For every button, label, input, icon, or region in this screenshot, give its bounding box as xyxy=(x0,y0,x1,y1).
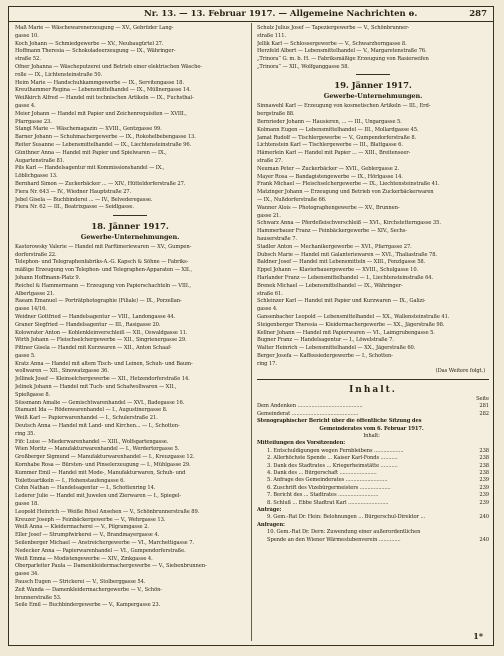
register-entry: gasse 4. xyxy=(257,306,278,313)
toc-page-number: 239 xyxy=(479,477,489,484)
register-entry: Harlander Franz — Lebensmittelhandel — I., Liechtensteinstraße 64. xyxy=(257,274,434,281)
section-date: 19. Jänner 1917. xyxy=(334,81,412,92)
toc-line xyxy=(257,411,489,418)
register-entry: Johann Hoffmann-Platz 9. xyxy=(15,274,81,281)
register-entry: Koch Johann — Schmiedgewerbe — XV., Neubaugürtel 27. xyxy=(15,40,164,47)
register-entry: Wien Moritz — Manufakturwarenhandel — I., Werdertorgasse 5. xyxy=(15,446,180,453)
register-entry: Weiß Anna — Kleidermacherei — V., Pilgramgasse 2. xyxy=(15,524,149,531)
register-entry: gasse 18. xyxy=(15,501,39,508)
register-entry: Kratz Anna — Handel mit altem Tisch- und Leinen, Schuh- und Baum- xyxy=(15,360,193,367)
register-entry: Pfarrgasse 23. xyxy=(15,118,52,125)
separator xyxy=(113,215,147,216)
register-entry: Lichtenstein Karl — Tischlergewerbe — III., Blattgasse 6. xyxy=(257,142,403,149)
separator xyxy=(356,74,390,75)
register-entry: straße 27. xyxy=(257,157,283,164)
register-entry: Gansenbacher Leopold — Lebensmittelhandel — XX., Wallensteinstraße 41. xyxy=(257,313,450,320)
continuation-note: (Das Weitere folgt.) xyxy=(435,368,485,375)
register-entry: Weidner Gottfried — Handelsagentur — VIII., Landongasse 44. xyxy=(15,313,176,320)
register-entry: Bernrieder Johann — Hausieren, ... — III., Ungargasse 5. xyxy=(257,118,402,125)
toc-entry-text: 4. Dank des ... Bürgerschaft ........................ xyxy=(267,469,377,476)
register-entry: Zeit Wanda — Damenkleidermachergewerbe — V., Schön- xyxy=(15,586,163,593)
register-entry: Brenek Michael — Lebensmittelhandel — IX., Währinger- xyxy=(257,282,403,289)
register-entry: „Trinora“ — XII., Wolfganggasse 58. xyxy=(257,63,349,70)
register-entry: Pils Karl — Handelsagentur mit Kommissionshandel — IX., xyxy=(15,165,165,172)
register-entry: Kastorowsky Valerie — Handel mit Parfümeriewaren — XV., Gumpen- xyxy=(15,243,192,250)
entry-list-mid xyxy=(15,244,245,610)
register-entry: Jellik Karl — Schlossergewerbe — V., Schwarzhorngasse 8. xyxy=(257,40,407,47)
toc-line xyxy=(257,537,489,544)
register-entry: brunnerstraße 53. xyxy=(15,594,62,601)
toc-line xyxy=(257,514,489,521)
register-entry: Fiera Nr. 643 — IV., Wiedner Hauptstraße 27. xyxy=(15,188,132,195)
toc-line xyxy=(257,485,489,492)
toc-page-number: 240 xyxy=(479,514,489,521)
register-entry: Kornhabe Rosa — Bürsten- und Pinselerzeugung — I., Mühlgasse 29. xyxy=(15,462,191,469)
register-entry: Graner Siegfried — Handelsagentur — III., Rasigasse 20. xyxy=(15,321,161,328)
toc-line xyxy=(257,455,489,462)
register-entry: gasse 4. xyxy=(15,102,36,109)
toc-rule xyxy=(257,379,489,380)
register-entry: Diamant Ida — Rödenwarenhandel — I., Augustinergasse 8. xyxy=(15,407,168,414)
toc-page-number: 282 xyxy=(479,410,489,417)
document-page xyxy=(8,6,494,646)
toc-title: Inhalt. xyxy=(349,384,397,395)
toc-line xyxy=(257,463,489,470)
section-date: 18. Jänner 1917. xyxy=(91,221,169,232)
register-entry: Weiß Emma — Modistengewerbe — XIV., Zinkgasse 4. xyxy=(15,555,153,562)
toc-entry-text: Stenographischer Bericht über die öffentliche Sitzung des xyxy=(257,418,422,425)
entry-list-right-mid xyxy=(257,103,489,368)
toc-line xyxy=(257,440,489,447)
register-entry: wollwaren — XII., Sinowatzgasse 36. xyxy=(15,368,109,375)
register-entry: Fiera Nr. 62 — III., Beatrixgasse — Seidlgasse. xyxy=(15,204,134,211)
toc-entry-text: 1. Entschuldigungen wegen Fernbleibens ................... xyxy=(267,447,404,454)
register-entry: Oberparleiter Paula — Damenkleidermachergewerbe — V., Siebenbrunnen- xyxy=(15,563,207,570)
toc-line xyxy=(257,492,489,499)
toc-line xyxy=(257,418,489,425)
register-entry: Weißkirch Alfred — Handel mit technischen Artikeln — IX., Fuchsthal- xyxy=(15,95,194,102)
register-entry: Neuman Peter — Zuckerbäcker — XVII., Geblergasse 2. xyxy=(257,165,399,172)
toc-entry-text: Gemeinderates vom 6. Februar 1917. xyxy=(319,425,424,432)
toc-page-number: 240 xyxy=(479,536,489,543)
register-entry: gasse 21. xyxy=(257,212,281,219)
register-entry: gasse 5. xyxy=(15,352,36,359)
toc-entry-text: Anträge: xyxy=(257,506,282,513)
register-entry: Hammerbauer Franz — Feinbäckergewerbe — XIV., Sechs- xyxy=(257,228,407,235)
toc-line xyxy=(257,426,489,433)
register-entry: Lederer Julie — Handel mit Juwelen und Zierwaren — I., Spiegel- xyxy=(15,493,181,500)
register-entry: Barner Johann — Schuhmachergewerbe — IX., Rokohelbebengasse 13. xyxy=(15,134,196,141)
register-entry: Jamat Rudolf — Tischlergewerbe — V., Gumpendorferstraße 8. xyxy=(257,134,417,141)
register-entry: Süssmann Amalie — Gemischtwarenhandel — XVI., Badegasse 16. xyxy=(15,399,185,406)
register-entry: bergstraße 88. xyxy=(257,111,295,118)
left-column xyxy=(15,25,245,641)
register-entry: Jelinek Johann — Handel mit Tuch- und Schafwollwaren — XII., xyxy=(15,384,177,391)
toc-col-header xyxy=(257,396,489,403)
toc-entry-text: Dem Andenken .......................................... xyxy=(257,403,363,410)
register-entry: Stangl Marie — Wäschemagazin — XVIII., Gentzgasse 99. xyxy=(15,126,162,133)
register-entry: Nedecker Anna — Papierwarenhandel — VI., Gumpendorferstraße. xyxy=(15,547,186,554)
toc-page-number: 239 xyxy=(479,484,489,491)
entry-list-right-top xyxy=(257,25,489,71)
toc-page-number: 239 xyxy=(479,492,489,499)
page-header xyxy=(9,7,493,22)
register-entry: Kolowrater Anton — Kohlenkleinverschleiß — XII., Oswaldgasse 11. xyxy=(15,329,188,336)
register-entry: Dubsch Marie — Handel mit Galanteriewaren — XVI., Thaliastraße 78. xyxy=(257,251,437,258)
toc-page-number: 239 xyxy=(479,499,489,506)
register-entry: Albertgasse 21. xyxy=(15,290,55,297)
register-entry: Augartenstraße 81. xyxy=(15,157,65,164)
toc-entry-text: Anfragen: xyxy=(257,521,285,528)
register-entry: Mayer Rosa — Bandagistengewerbe — IX., Hörlgasse 14. xyxy=(257,173,403,180)
register-entry: ring 35. xyxy=(15,430,35,437)
toc-line xyxy=(257,433,489,440)
register-entry: Eppel Johann — Klavierbauergewerbe — XVIII., Schulgasse 10. xyxy=(257,267,419,274)
register-entry: Günthner Anna — Handel mit Papier und Spielwaren — IX., xyxy=(15,149,167,156)
register-entry: Fifc Luise — Miederwarenhandel — XIII., Wolfsgartengasse. xyxy=(15,438,169,445)
register-entry: Pittner Gisela — Handel mit Kurzwaren — XII., Anton Schaaf- xyxy=(15,345,172,352)
register-entry: rolle — IX., Lichtensteinstraße 50. xyxy=(15,71,103,78)
register-entry: gasse 10. xyxy=(15,32,39,39)
register-entry: Pausch Eugen — Strickerei — V., Stolberggasse 54. xyxy=(15,579,146,585)
register-entry: Meier Johann — Handel mit Papier und Zeichenrequisiten — XVIII., xyxy=(15,110,187,117)
toc-line xyxy=(257,529,489,536)
register-entry: straße 61. xyxy=(257,290,283,297)
register-entry: Frank Michael — Fleischselchergewerbe — IX., Liechtensteinstraße 41. xyxy=(257,181,440,188)
sheet-signature: 1* xyxy=(473,631,483,641)
register-entry: Walter Heinrich — Lebensmittelhandel — XX., Jägerstraße 60. xyxy=(257,345,416,352)
register-entry: Ofner Johanna — Wäscheputzerei und Betrieb einer elektrischen Wäsche- xyxy=(15,63,202,70)
register-entry: Kreuthammer Regina — Lebensmittelhandel — IX., Müllnergasse 14. xyxy=(15,87,191,94)
register-entry: Toiletteartikeln — I., Hohenstaufengasse 6. xyxy=(15,477,125,484)
section-heading-19 xyxy=(257,81,489,101)
toc-entry-text: 3. Dank des Stadtrates ... Kriegerheimstätte ........... xyxy=(267,462,398,469)
section-subtitle: Gewerbe-Unternehmungen. xyxy=(80,232,180,241)
column-rule xyxy=(251,23,252,641)
register-entry: Sinnawehl Karl — Erzeugung von kosmetischen Artikeln — III., Erd- xyxy=(257,103,431,110)
toc-entry-text: Inhalt: xyxy=(363,432,380,439)
register-entry: Herzfeld Albert — Lebensmittelhandel — V., Margaretenstraße 76. xyxy=(257,48,427,55)
toc-line xyxy=(257,477,489,484)
register-entry: straße 111. xyxy=(257,32,286,39)
toc-line xyxy=(257,403,489,410)
register-entry: Cohn Nathan — Handelsagentur — I., Schottenring 14. xyxy=(15,485,156,492)
register-entry: mäßige Erzeugung von Telephon- und Telegraphen-Apparaten — XII., xyxy=(15,267,192,274)
register-entry: — IX., Nußdorferstraße 66. xyxy=(257,196,327,203)
register-entry: Deutsch Anna — Handel mit Land- und Kirchen... — I., Schotten- xyxy=(15,423,180,430)
register-entry: Spießgasse 8. xyxy=(15,391,51,398)
register-entry: Jellinek Josef — Kleinselchergewerbe — XII., Hetzendorferstraße 14. xyxy=(15,376,190,383)
register-entry: dorferstraße 22. xyxy=(15,251,57,258)
right-column xyxy=(257,25,489,641)
register-entry: Steigenberger Theresia — Kleidermachergewerbe — XX., Jägerstraße 98. xyxy=(257,321,445,328)
register-entry: Stadler Anton — Mechanikergewerbe — XVI., Pfarrgasse 27. xyxy=(257,243,412,250)
register-entry: Seilenberger Michael — Anstreichergewerbe — VI., Marchettigasse 7. xyxy=(15,540,194,547)
register-entry: Eller Josef — Strumpfwirkerei — V., Brandmayergasse 4. xyxy=(15,532,160,539)
register-entry: Baldner Josef — Handel mit Lebensmitteln — XIII., Fenzlgasse 58. xyxy=(257,259,426,266)
table-of-contents xyxy=(257,403,489,544)
toc-entry-text: Mitteilungen des Vorsitzenden: xyxy=(257,440,346,447)
entry-list-top xyxy=(15,25,245,212)
register-entry: Maß Marie — Wäschewarenerzeugung — XV., Gebrüder Lang- xyxy=(15,25,174,31)
toc-line xyxy=(257,448,489,455)
register-entry: Wanner Alois — Photographengewerbe — XV., Brunnen- xyxy=(257,204,400,211)
register-entry: Kellner Johann — Handel mit Papierwaren — VI., Laimgrubengasse 5. xyxy=(257,329,435,336)
register-entry: Schleinzer Karl — Handel mit Papier und Kurzwaren — IX., Galizi- xyxy=(257,298,426,305)
toc-page-number: 281 xyxy=(479,403,489,410)
toc-page-header: Seite xyxy=(476,395,489,402)
toc-page-number: 238 xyxy=(479,469,489,476)
toc-page-number: 238 xyxy=(479,447,489,454)
register-entry: Jebel Gisela — Buchbinderei ... — IV., Belvederegasse. xyxy=(15,196,153,203)
register-entry: Reichel & Hammermann — Erzeugung von Papierschachteln — VIII., xyxy=(15,282,191,289)
register-entry: Schwarz Anna — Pferdefleischverschleiß — XVI., Kirchstetterngasse 35. xyxy=(257,220,441,227)
toc-entry-text: 9. Gem.-Rat Dr. Hein: Belohnungen ... Bürgerschul-Direktor ... xyxy=(267,514,426,521)
register-entry: Schulz Julius Josef — Tapeziergewerbe — V., Schönbrunner- xyxy=(257,25,410,31)
register-entry: „Trinora“ G. m. b. H. — Fabriksmäßige Erzeugung von Rasierseifen xyxy=(257,56,429,63)
register-entry: gasse 14/16. xyxy=(15,306,47,313)
register-entry: Kolmann Eugen — Lebensmittelhandel — III., Mollardgasse 45. xyxy=(257,126,419,133)
register-entry: Weiß Karl — Papierwarenhandel — I., Schulerstraße 21. xyxy=(15,415,158,422)
register-entry: straße 52. xyxy=(15,56,41,63)
register-entry: Berger Josefa — Kaffeesiedergewerbe — I., Schotten- xyxy=(257,352,393,359)
toc-entry-text: 10. Gem.-Rat Dr. Dern: Zuwendung einer außerordentlichen xyxy=(267,529,421,536)
register-entry: Hämerlein Karl — Handel mit Papier ... — XIII., Breitenseer- xyxy=(257,150,411,157)
register-entry: gasse 34. xyxy=(15,571,39,578)
toc-entry-text: Spende an den Wiener Wärmestubenverein .............. xyxy=(267,536,401,543)
section-heading-18 xyxy=(15,222,245,242)
toc-entry-text: 6. Zuschrift des Vizebürgermeisters .................... xyxy=(267,484,391,491)
register-entry: Telephon- und Telegraphenfabriks-A.-G. Kapsch & Söhne — Fabriks- xyxy=(15,259,189,266)
register-entry: Matzinger Johann — Erzeugung und Betrieb von Zuckerbäckerwaren xyxy=(257,189,434,196)
register-entry: Heim Marie — Handschuhkammgewerbe — IX., Servitengasse 18. xyxy=(15,79,184,86)
toc-line xyxy=(257,507,489,514)
section-subtitle: Gewerbe-Unternehmungen. xyxy=(323,92,423,101)
register-entry: Kreuzer Joseph — Feinbäckergewerbe — V., Wehrgasse 13. xyxy=(15,516,166,523)
register-entry: Wirth Johann — Fleischselchergewerbe — XII., Singrienergasse 29. xyxy=(15,337,187,344)
register-entry: Löblichgasse 13. xyxy=(15,173,58,180)
toc-entry-text: 8. Schluß ... Ebbe Stadtrat Karl .......................... xyxy=(267,499,389,506)
toc-line xyxy=(257,470,489,477)
toc-entry-text: 2. Allerhöchste Spende ... Kaiser Karl-Fonds ........... xyxy=(267,455,398,462)
register-entry: Hoffmann Theresia — Schokoladeerzeugung — IX., Währinger- xyxy=(15,48,176,55)
register-entry: Großberger Sigmund — Manufakturwarenhandel — I., Kreuzgasse 12. xyxy=(15,454,195,461)
toc-page-number: 238 xyxy=(479,462,489,469)
issue-line: Nr. 13. — 13. Februar 1917. — Allgemeine Nachrichten ⱺ. xyxy=(144,9,418,19)
register-entry: Seile Emil — Buchbindergewerbe — V., Kampergasse 23. xyxy=(15,602,161,609)
toc-line xyxy=(257,522,489,529)
page-number: 287 xyxy=(469,9,487,19)
register-entry: hauserstraße 7. xyxy=(257,235,297,242)
toc-line xyxy=(257,500,489,507)
toc-page-number: 238 xyxy=(479,455,489,462)
register-entry: Reiter Susanne — Lebensmittelhandel — IX., Liechtensteinstraße 96. xyxy=(15,141,192,148)
register-entry: Kummer Emil — Handel mit Mode-, Manufakturwaren, Schuh- und xyxy=(15,469,186,476)
register-entry: Bugner Franz — Handelsagentur — I., Löwelstraße 7. xyxy=(257,337,394,344)
register-entry: Bernhard Simon — Zuckerbäcker ... — XIV., Hütteldorferstraße 27. xyxy=(15,180,186,187)
toc-entry-text: 7. Bericht des ... Stadtrates .......................... xyxy=(267,492,379,499)
register-entry: Raeam Emanuel — Porträtphotographie (Filiale) — IX., Porzellan- xyxy=(15,298,182,305)
toc-entry-text: Gemeinderat ........................................... xyxy=(257,410,359,417)
register-entry: ring 17. xyxy=(257,360,277,367)
register-entry: Leopold Heinrich — Weiße Rössl Ansehen — V., Schönbrunnerstraße 89. xyxy=(15,508,200,515)
toc-entry-text: 5. Anfrage des Gemeinderates ........................... xyxy=(267,477,388,484)
